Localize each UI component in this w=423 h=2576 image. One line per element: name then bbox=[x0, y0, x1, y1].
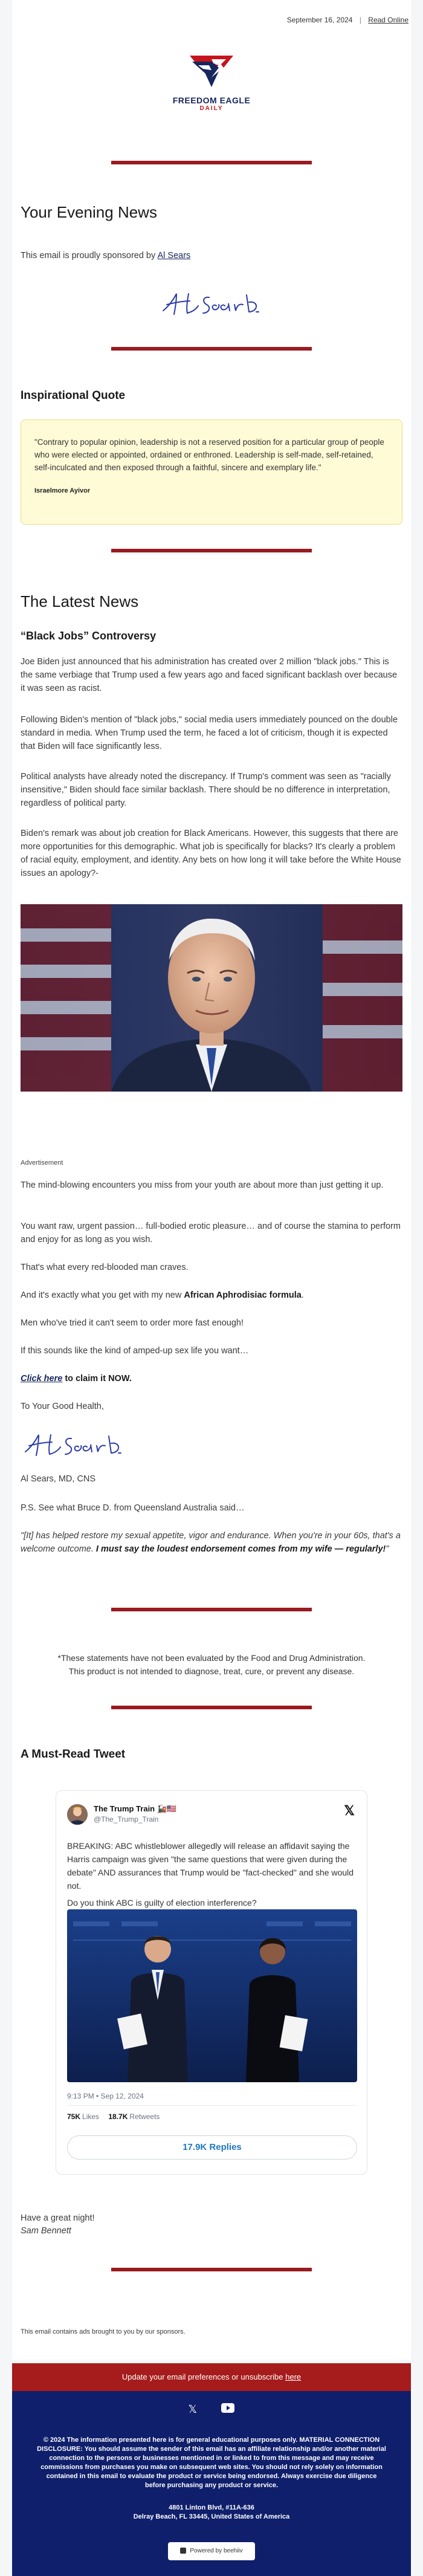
tweet-text bbox=[67, 1839, 357, 1909]
tweet-text-line: Do you think ABC is guilty of election interference? bbox=[67, 1898, 257, 1908]
address-line: Delray Beach, FL 33445, United States of America bbox=[133, 2513, 290, 2520]
quote-box bbox=[21, 419, 402, 525]
ad-testimonial bbox=[21, 1529, 402, 1556]
news-paragraph: Political analysts have already noted the discrepancy. If Trump's comment was seen as "racially insensitive," Biden should face similar backlash. There should be no difference in interpretation, regardless of political party. bbox=[21, 772, 391, 808]
quote-author: Israelmore Ayivor bbox=[34, 487, 91, 494]
likes-label: Likes bbox=[82, 2112, 100, 2121]
news-section-title: The Latest News bbox=[21, 592, 139, 610]
news-paragraph: Joe Biden just announced that his administration has created over 2 million "black jobs." This is the same verbiage that Trump used a few years ago and faced significant backlash over because it was seen as racist. bbox=[21, 657, 398, 693]
ad-paragraph: You want raw, urgent passion… full-bodied erotic pleasure… and of course the stamina to perform and enjoy for as long as you wish. bbox=[21, 1222, 401, 1244]
testimonial-bold: I must say the loudest endorsement comes from my wife — regularly! bbox=[95, 1544, 386, 1554]
signoff-line: Have a great night! bbox=[21, 2213, 95, 2223]
ads-notice: This email contains ads brought to you by our sponsors. bbox=[21, 2328, 186, 2335]
brand-name: FREEDOM EAGLE bbox=[172, 95, 251, 105]
tweet-author-name[interactable]: The Trump Train 🚂🇺🇸 bbox=[94, 1804, 177, 1813]
tweet-image[interactable] bbox=[67, 1909, 357, 2082]
footer bbox=[12, 2391, 411, 2576]
cta-text: to claim it NOW. bbox=[62, 1374, 132, 1383]
mailing-address bbox=[12, 2503, 411, 2522]
address-line: 4801 Linton Blvd, #11A-636 bbox=[169, 2504, 254, 2511]
unsubscribe-link[interactable]: here bbox=[285, 2372, 302, 2381]
section-divider bbox=[111, 347, 312, 351]
quote-text: "Contrary to popular opinion, leadership is not a reserved position for a particular group of people who were elected or appointed, ordained or enthroned. Leadership is self-made, self-retained, self-inculcated and then exposed through a faithful, sincere and exemplary life." bbox=[34, 438, 384, 472]
section-divider bbox=[111, 549, 312, 552]
retweets-stat[interactable] bbox=[108, 2112, 160, 2121]
tweet-timestamp[interactable]: 9:13 PM • Sep 12, 2024 bbox=[67, 2092, 144, 2100]
x-logo-icon[interactable]: 𝕏 bbox=[344, 1803, 355, 1818]
quote-section-title: Inspirational Quote bbox=[21, 389, 126, 402]
embedded-tweet[interactable] bbox=[56, 1790, 367, 2175]
ad-text: And it's exactly what you get with my new bbox=[21, 1290, 184, 1300]
news-paragraph: Following Biden's mention of "black jobs," social media users immediately pounced on the double standard in media. When Trump used the term, he faced a lot of criticism, though it is expected that Biden will face significantly less. bbox=[21, 715, 398, 751]
ad-paragraph: If this sounds like the kind of amped-up sex life you want… bbox=[21, 1346, 249, 1356]
sponsor-line bbox=[21, 249, 402, 262]
section-divider bbox=[111, 1706, 312, 1709]
ad-paragraph bbox=[21, 1289, 402, 1302]
signoff-name: Sam Bennett bbox=[21, 2226, 71, 2236]
signature-icon bbox=[21, 1428, 127, 1460]
sponsor-link[interactable]: Al Sears bbox=[157, 251, 191, 261]
likes-stat[interactable] bbox=[67, 2112, 99, 2121]
beehiiv-icon bbox=[180, 2548, 186, 2554]
separator: | bbox=[359, 16, 361, 24]
powered-by-text: Powered by beehiiv bbox=[190, 2548, 243, 2554]
ad-paragraph: That's what every red-blooded man craves. bbox=[21, 1263, 189, 1272]
section-divider bbox=[111, 1608, 312, 1611]
signature-icon bbox=[158, 288, 265, 319]
powered-by-badge[interactable] bbox=[168, 2542, 255, 2560]
ad-cta bbox=[21, 1372, 402, 1385]
fda-disclaimer bbox=[21, 1651, 402, 1678]
intro-title: Your Evening News bbox=[21, 203, 157, 221]
ad-text: . bbox=[301, 1290, 304, 1300]
retweets-label: Retweets bbox=[129, 2112, 160, 2121]
brand-tagline: DAILY bbox=[199, 105, 224, 112]
youtube-social-icon[interactable] bbox=[221, 2403, 234, 2416]
likes-count: 75K bbox=[67, 2112, 81, 2121]
retweets-count: 18.7K bbox=[108, 2112, 128, 2121]
claim-now-link[interactable]: Click here bbox=[21, 1374, 63, 1383]
brand-logo[interactable] bbox=[0, 50, 423, 112]
fda-line: This product is not intended to diagnose, treat, cure, or prevent any disease. bbox=[68, 1666, 355, 1676]
preferences-text: Update your email preferences or unsubscribe bbox=[121, 2372, 286, 2381]
eagle-logo-icon bbox=[186, 50, 237, 93]
preferences-bar bbox=[12, 2363, 411, 2391]
replies-button[interactable]: 17.9K Replies bbox=[67, 2135, 357, 2160]
tweet-section-title: A Must-Read Tweet bbox=[21, 1748, 126, 1761]
x-social-icon[interactable]: 𝕏 bbox=[188, 2403, 198, 2415]
top-bar bbox=[287, 16, 408, 24]
signoff bbox=[21, 2212, 402, 2238]
testimonial-text: "[It] has helped restore my sexual appetite, vigor and endurance. When you're in your 60s, that's a welcome outcome. bbox=[21, 1531, 401, 1554]
read-online-link[interactable]: Read Online bbox=[368, 16, 408, 24]
email-date: September 16, 2024 bbox=[286, 16, 353, 24]
advertisement-label: Advertisement bbox=[21, 1159, 63, 1167]
tweet-avatar[interactable] bbox=[67, 1804, 88, 1825]
sponsor-prefix: This email is proudly sponsored by bbox=[21, 251, 158, 261]
section-divider bbox=[111, 161, 312, 164]
tweet-divider bbox=[67, 2105, 357, 2106]
section-divider bbox=[111, 2268, 312, 2271]
ad-closing: To Your Good Health, bbox=[21, 1402, 104, 1411]
ad-ps: P.S. See what Bruce D. from Queensland Australia said… bbox=[21, 1503, 245, 1513]
ad-signer: Al Sears, MD, CNS bbox=[21, 1474, 96, 1484]
social-links bbox=[12, 2403, 411, 2416]
fda-line: *These statements have not been evaluated by the Food and Drug Administration. bbox=[57, 1653, 366, 1663]
tweet-stats bbox=[67, 2112, 160, 2121]
news-photo bbox=[21, 904, 402, 1092]
testimonial-end: " bbox=[386, 1544, 389, 1554]
tweet-text-line: BREAKING: ABC whistleblower allegedly will release an affidavit saying the Harris campaign was given "the same questions that were given during the debate" AND assurances that Trump would be "fact-checked" and she would not. bbox=[67, 1841, 354, 1891]
legal-disclosure: © 2024 The information presented here is for general educational purposes only. MATERIAL CONNECTION DISCLOSURE: You should assume the sender of this email has an affiliate relationship and/or another material connection to the persons or businesses mentioned in or linked to from this message and may receive commissions from purchases you make on subsequent web sites. You should not rely solely on information contained in this email to evaluate the product or service being endorsed. Always exercise due diligence before purchasing any product or service. bbox=[37, 2436, 386, 2489]
news-headline: “Black Jobs” Controversy bbox=[21, 630, 157, 642]
ad-paragraph: The mind-blowing encounters you miss from your youth are about more than just getting it up. bbox=[21, 1180, 384, 1190]
news-paragraph: Biden's remark was about job creation for Black Americans. However, this suggests that there are more opportunities for this demographic. What job is specifically for blacks? It's clearly a problem of racial equity, employment, and identity. Any bets on how long it will take before the White House issues an apology?- bbox=[21, 829, 401, 878]
ad-paragraph: Men who've tried it can't seem to order more fast enough! bbox=[21, 1318, 244, 1328]
tweet-author-handle[interactable]: @The_Trump_Train bbox=[94, 1815, 159, 1824]
product-name: African Aphrodisiac formula bbox=[184, 1290, 302, 1300]
